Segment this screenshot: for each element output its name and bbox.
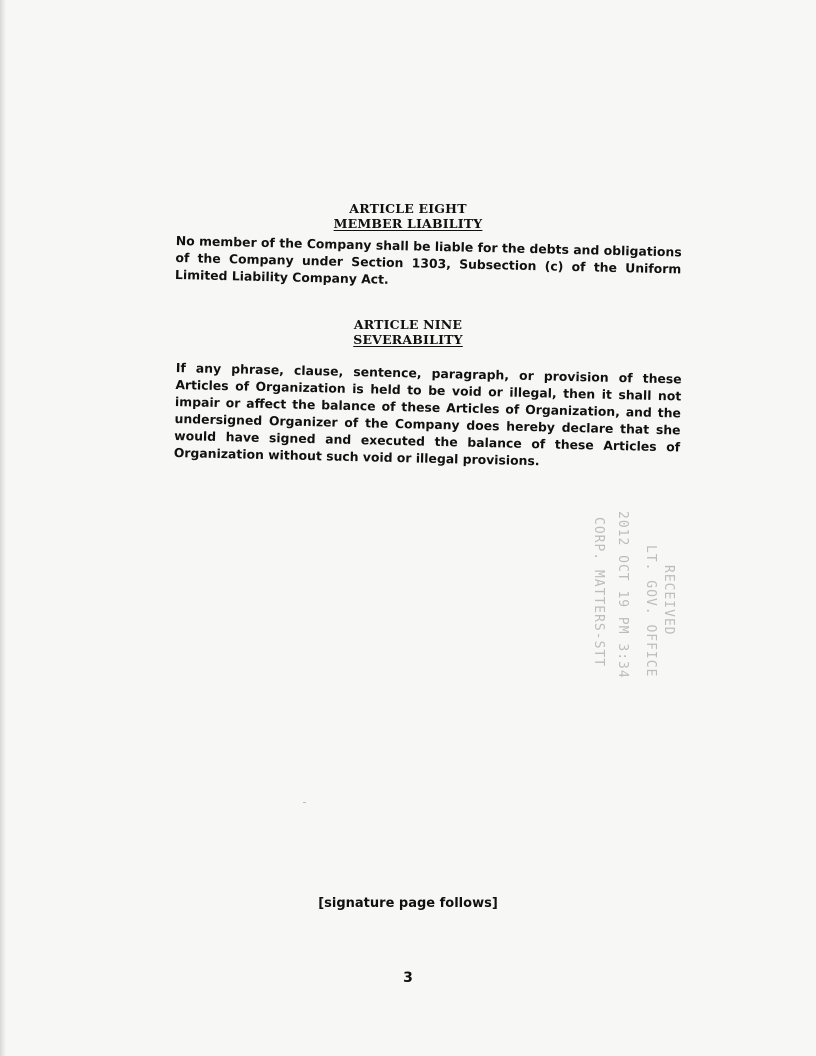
- signature-page-note: [signature page follows]: [318, 896, 498, 911]
- stamp-line-3: LT. GOV. OFFICE: [643, 545, 658, 678]
- article-eight-title: ARTICLE EIGHT: [349, 201, 467, 216]
- article-nine-subtitle: SEVERABILITY: [353, 332, 463, 347]
- stamp-line-4: RECEIVED: [661, 565, 676, 636]
- article-nine-heading: [0, 317, 816, 347]
- page-number: 3: [403, 970, 413, 986]
- article-nine-title: ARTICLE NINE: [353, 317, 463, 332]
- article-eight-heading: [0, 201, 816, 231]
- scan-speck: [303, 802, 306, 803]
- stamp-line-1: CORP. MATTERS-STT: [591, 517, 606, 668]
- article-eight-subtitle: MEMBER LIABILITY: [333, 216, 483, 231]
- received-stamp: [585, 505, 685, 690]
- article-eight-body: No member of the Company shall be liable for the debts and obligations of the Company under Section 1303, Subsection (c) of the Uniform Limited Liability Company Act.: [174, 232, 682, 287]
- stamp-line-2: 2012 OCT 19 PM 3:34: [615, 511, 630, 679]
- article-nine-body: If any phrase, clause, sentence, paragraph, or provision of these Articles of Organization is held to be void or illegal, then it shall not impair or affect the balance of these Articles of Organization, and the undersigned Organizer of the Company does hereby declare that she would have signed and executed the balance of these Articles of Organization without such void or illegal provisions.: [173, 359, 682, 469]
